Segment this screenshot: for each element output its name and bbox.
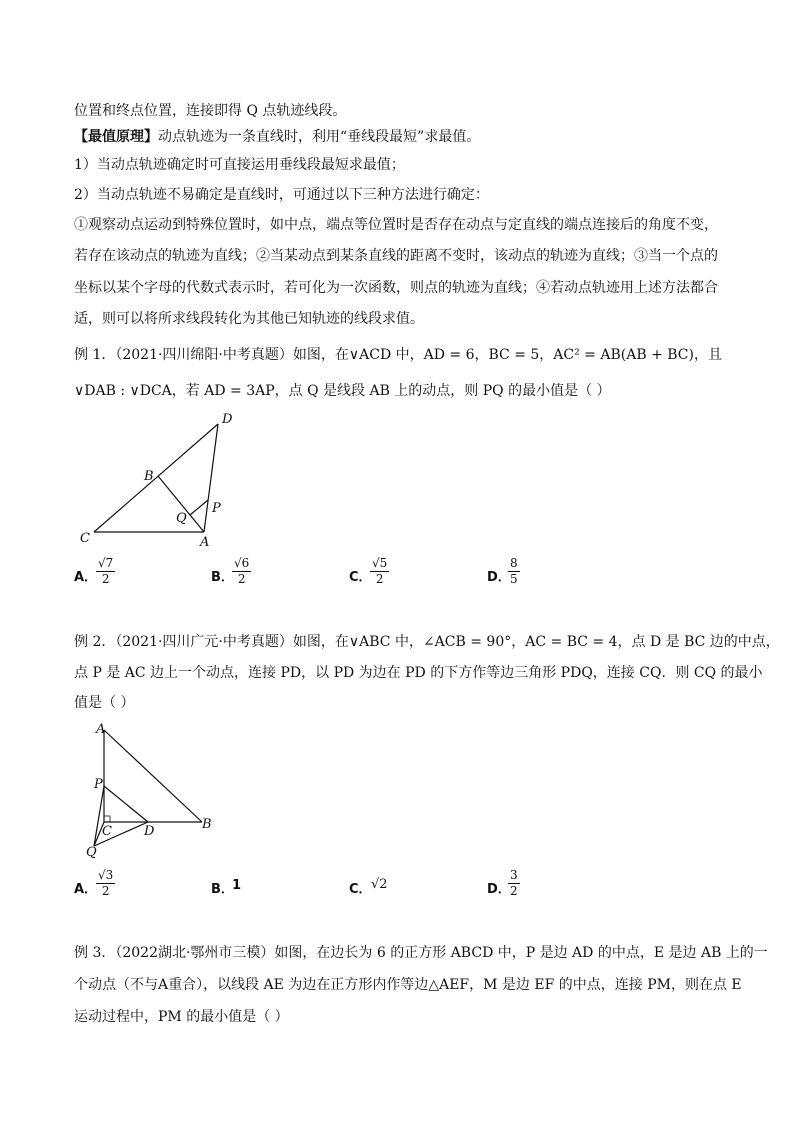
intro-line-1: 位置和终点位置，连接即得 Q 点轨迹线段。 [74,103,347,119]
label-Q: Q [176,511,187,526]
ex3-heading: 例 3．（2022湖北·鄂州市三模）如图，在边长为 6 的正方形 ABCD 中，P 是边 AD 的中点，E 是边 AB 上的一 [74,945,768,961]
label-Q: Q [86,845,97,860]
label-P: P [94,777,103,792]
seg-CD [94,424,218,532]
ex2-option-b-label: B． [211,882,234,897]
ex1-figure [74,408,244,548]
label-C: C [80,531,90,546]
intro-line-5: ①观察动点运动到特殊位置时，如中点，端点等位置时是否存在动点与定直线的端点连接后的角度不变， [74,217,718,233]
ex2-option-a-value: $\frac{√3}{2}$ [98,868,114,898]
seg-AB [104,730,202,822]
ex1-option-b-label: B． [211,570,234,585]
ex1-option-b-value: $\frac{√6}{2}$ [234,556,250,586]
label-B: B [202,817,212,832]
ex3-line-2: 个动点（不与A重合），以线段 AE 为边在正方形内作等边△AEF，M 是边 EF 的中点，连接 PM，则在点 E [74,977,742,993]
label-A: A [96,722,106,737]
label-D: D [222,412,233,427]
principle-tag: 【最值原理】 [74,129,158,145]
ex2-option-c-value: √2 [371,877,388,892]
label-C: C [102,824,112,839]
label-P: P [212,501,221,516]
ex1-heading: 例 1．（2021·四川绵阳·中考真题）如图，在∨ACD 中，AD = 6，BC = 5，AC² = AB(AB + BC)，且 [74,347,722,363]
ex1-option-c-label: C． [349,570,372,585]
ex1-option-d-value: $\frac{8}{5}$ [510,556,518,586]
ex1-option-c-value: $\frac{√5}{2}$ [372,556,388,586]
ex2-option-a-label: A． [74,882,98,897]
label-D: D [144,824,155,839]
ex1-option-a-label: A． [74,570,98,585]
ex2-figure [82,718,222,860]
ex2-option-b-value: 1 [232,878,242,893]
intro-line-3: 1）当动点轨迹确定时可直接运用垂线段最短求最值； [74,157,405,173]
ex1-option-d-label: D． [487,570,511,585]
ex2-heading: 例 2．（2021·四川广元·中考真题）如图，在∨ABC 中，∠ACB = 90°，AC = BC = 4，点 D 是 BC 边的中点， [74,634,780,650]
ex2-line-3: 值是（ ） [74,695,135,711]
seg-PD [104,786,148,822]
intro-line-7: 坐标以某个字母的代数式表示时，若可化为一次函数，则点的轨迹为直线；④若动点轨迹用上述方法都合 [74,280,718,296]
ex1-option-a-value: $\frac{√7}{2}$ [98,556,114,586]
ex2-line-2: 点 P 是 AC 边上一个动点，连接 PD，以 PD 为边在 PD 的下方作等边三角形 PDQ，连接 CQ．则 CQ 的最小 [74,665,763,681]
right-angle-mark [104,816,110,822]
ex2-option-c-label: C． [349,882,372,897]
principle-line [74,128,480,146]
seg-PQ [190,500,208,515]
ex2-option-d-value: $\frac{3}{2}$ [510,868,518,898]
intro-line-6: 若存在该动点的轨迹为直线；②当某动点到某条直线的距离不变时，该动点的轨迹为直线；③当一个点的 [74,248,718,264]
intro-line-4: 2）当动点轨迹不易确定是直线时，可通过以下三种方法进行确定： [74,187,489,203]
ex1-line-2: ∨DAB : ∨DCA，若 AD = 3AP，点 Q 是线段 AB 上的动点，则 PQ 的最小值是（ ） [74,383,611,399]
principle-text: 动点轨迹为一条直线时，利用“垂线段最短”求最值。 [158,129,481,145]
ex3-line-3: 运动过程中，PM 的最小值是（ ） [74,1009,289,1025]
intro-line-8: 适，则可以将所求线段转化为其他已知轨迹的线段求值。 [74,311,424,327]
ex2-option-d-label: D． [487,882,511,897]
label-A: A [200,535,210,548]
label-B: B [144,469,154,484]
